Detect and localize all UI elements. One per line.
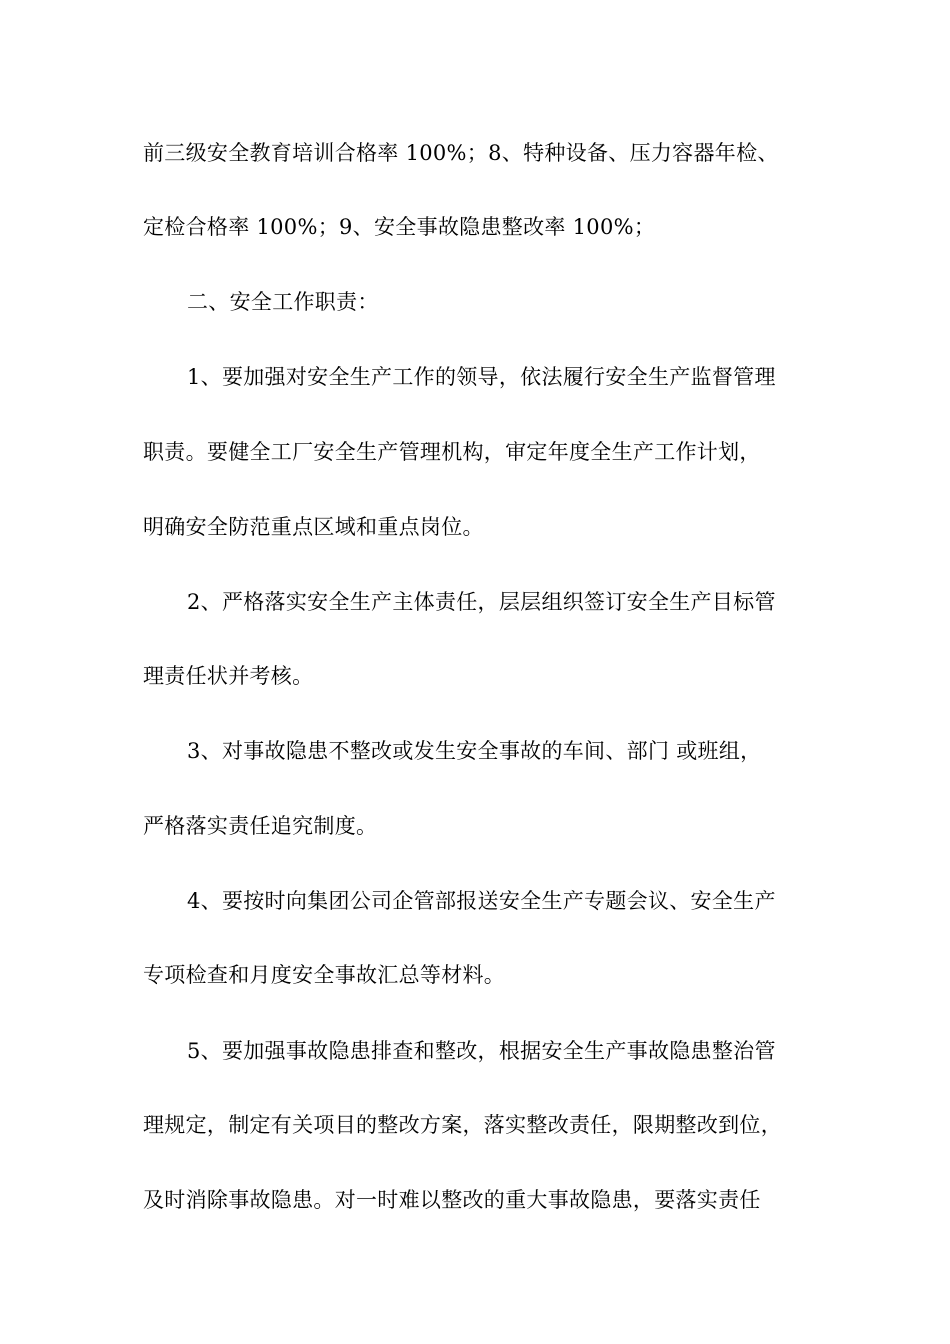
text-line: 2、严格落实安全生产主体责任，层层组织签订安全生产目标管	[187, 590, 776, 614]
text-line: 专项检查和月度安全事故汇总等材料。	[143, 963, 506, 987]
text-line: 定检合格率 100%；9、安全事故隐患整改率 100%；	[143, 215, 656, 239]
text-line: 严格落实责任追究制度。	[143, 814, 378, 838]
text-line: 前三级安全教育培训合格率 100%；8、特种设备、压力容器年检、	[143, 141, 779, 165]
text-line: 理规定，制定有关项目的整改方案，落实整改责任，限期整改到位，	[143, 1113, 782, 1137]
section-heading: 二、安全工作职责：	[187, 290, 379, 314]
text-line: 职责。要健全工厂安全生产管理机构，审定年度全生产工作计划，	[143, 440, 761, 464]
text-line: 3、对事故隐患不整改或发生安全事故的车间、部门 或班组，	[187, 739, 762, 763]
text-line: 5、要加强事故隐患排查和整改，根据安全生产事故隐患整治管	[187, 1039, 776, 1063]
text-line: 及时消除事故隐患。对一时难以整改的重大事故隐患，要落实责任	[143, 1188, 761, 1212]
text-line: 明确安全防范重点区域和重点岗位。	[143, 515, 484, 539]
text-line: 1、要加强对安全生产工作的领导，依法履行安全生产监督管理	[187, 365, 776, 389]
text-line: 理责任状并考核。	[143, 664, 314, 688]
text-line: 4、要按时向集团公司企管部报送安全生产专题会议、安全生产	[187, 889, 776, 913]
